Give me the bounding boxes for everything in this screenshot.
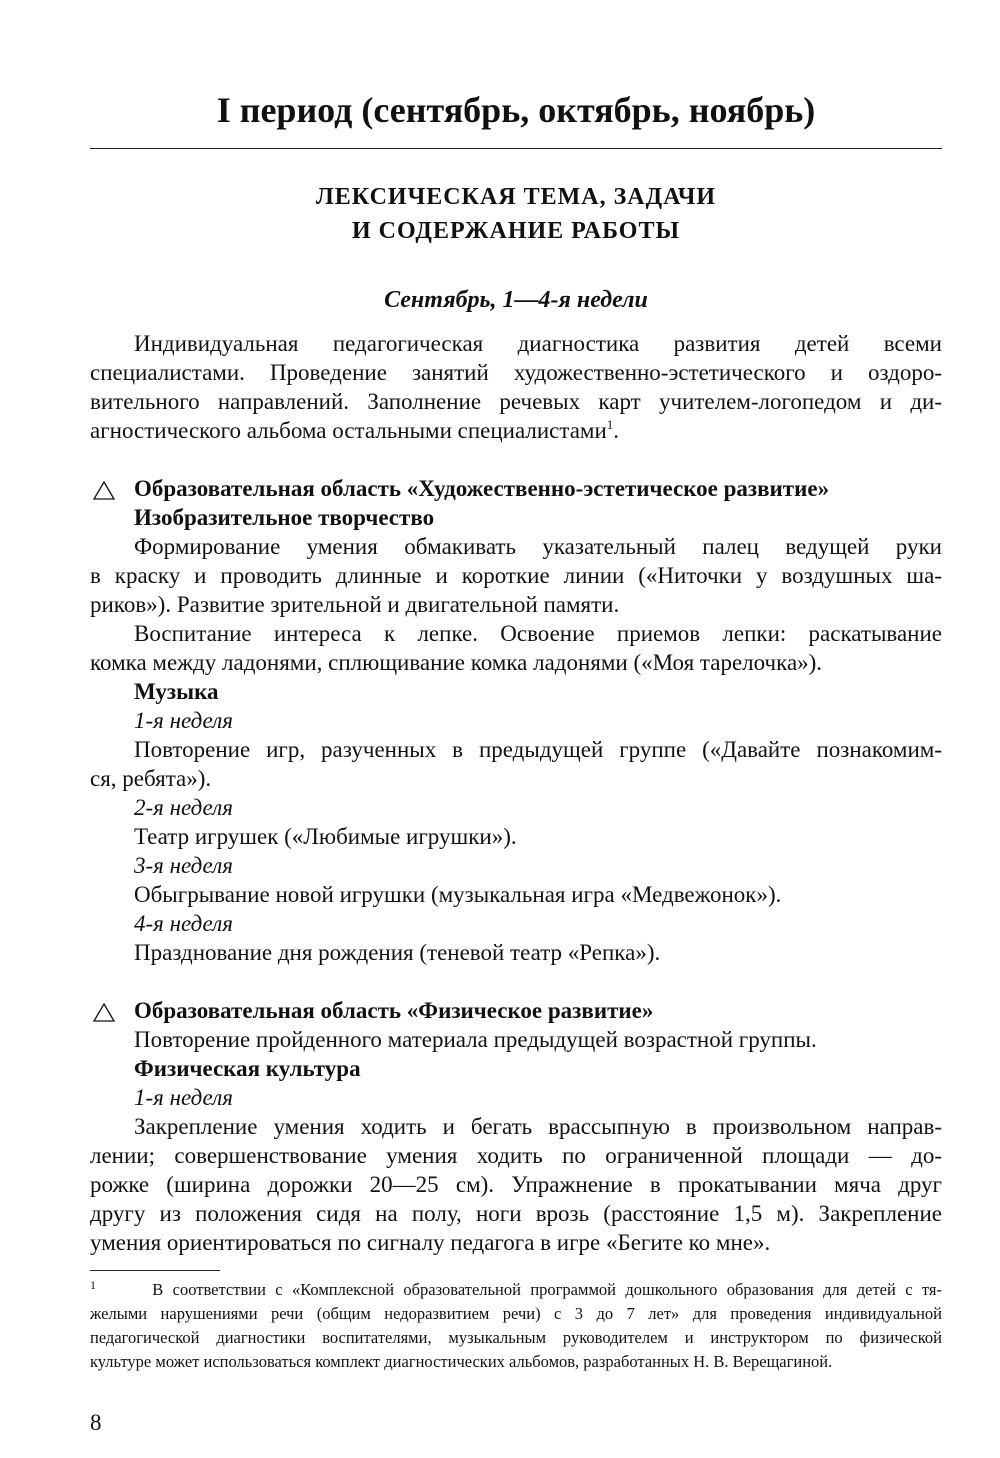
week-content: Празднование дня рождения (теневой театр «Репка»). [134,940,661,965]
intro-line-3: вительного направлений. Заполнение речевых карт учителем-логопедом и ди- [90,389,942,414]
physical-paragraph: Закрепление умения ходить и бегать врассыпную в произвольном направ- лении; совершенствование умения ходить по ограниченной площади — до- рожке (ширина дорожки 20—25 см). Упражнение в прокатывании мяча друг другу из положения сидя на полу, ноги врозь (расстояние 1,5 м). Закрепление умения ориентироваться по сигналу педагога в игре «Бегите ко мне». [90,1114,942,1255]
page-title: I период (сентябрь, октябрь, ноябрь) [216,90,816,130]
footnote-line-2: желыми нарушениями речи (общим недоразвитием речи) с 3 до 7 лет» для проведения индивидуальной [90,1304,942,1323]
subheading: Сентябрь, 1—4-я недели [384,287,648,313]
intro-line-1: Индивидуальная педагогическая диагностика развития детей всеми [134,331,942,356]
intro-paragraph [90,329,942,445]
area-heading-physical: Образовательная область «Физическое развитие» [90,996,942,1025]
visual-art-paragraph-2: Воспитание интереса к лепке. Освоение приемов лепки: раскатывание комка между ладонями, сплющивание комка ладонями («Моя тарелочка»). [90,621,942,675]
triangle-outline-icon [93,1002,115,1022]
week-content: Обыгрывание новой игрушки (музыкальная игра «Медвежонок»). [134,882,782,907]
week-label: 1-я неделя [134,1085,233,1110]
subsection-music: Музыка [134,679,219,704]
intro-line-4: агностического альбома остальными специалистами$^1$. [90,417,620,443]
footnote-divider [90,1270,220,1271]
week-content: Театр игрушек («Любимые игрушки»). [134,824,517,849]
title-divider [90,148,942,149]
page-number: 8 [90,1410,102,1435]
section-heading [90,180,942,248]
footnote [90,1278,942,1374]
week-label: 4-я неделя [134,911,233,936]
physical-intro: Повторение пройденного материала предыдущей возрастной группы. [134,1027,817,1052]
footnote-line-3: педагогической диагностики воспитателями, музыкальным руководителем и инструктором по физической [90,1328,942,1347]
triangle-outline-icon [93,480,115,500]
area-heading-art: Образовательная область «Художественно-эстетическое развитие» [90,474,942,503]
section-heading-line-2: И СОДЕРЖАНИЕ РАБОТЫ [351,218,681,244]
footnote-reference: 1 [606,417,614,432]
subsection-physical-culture: Физическая культура [134,1056,361,1081]
week-label: 1-я неделя [134,708,233,733]
footnote-mark: 1 [90,1278,96,1292]
week-label: 3-я неделя [134,853,233,878]
week-content: Повторение игр, разученных в предыдущей группе («Давайте познакомим- ся, ребята»). [90,737,942,791]
footnote-line-4: культуре может использоваться комплект диагностических альбомов, разработанных Н. В. Верещагиной. [90,1352,833,1371]
week-label: 2-я неделя [134,795,233,820]
section-heading-line-1: ЛЕКСИЧЕСКАЯ ТЕМА, ЗАДАЧИ [315,184,717,210]
intro-line-2: специалистами. Проведение занятий художественно-эстетического и оздоро- [90,360,942,385]
visual-art-paragraph-1: Формирование умения обмакивать указательный палец ведущей руки в краску и проводить длинные и короткие линии («Ниточки у воздушных ша- риков»). Развитие зрительной и двигательной памяти. [90,534,942,617]
footnote-line-1: $^1$ В соответствии с «Комплексной образовательной программой дошкольного образования для детей с тя- [90,1278,942,1299]
subsection-visual-art: Изобразительное творчество [134,505,435,530]
